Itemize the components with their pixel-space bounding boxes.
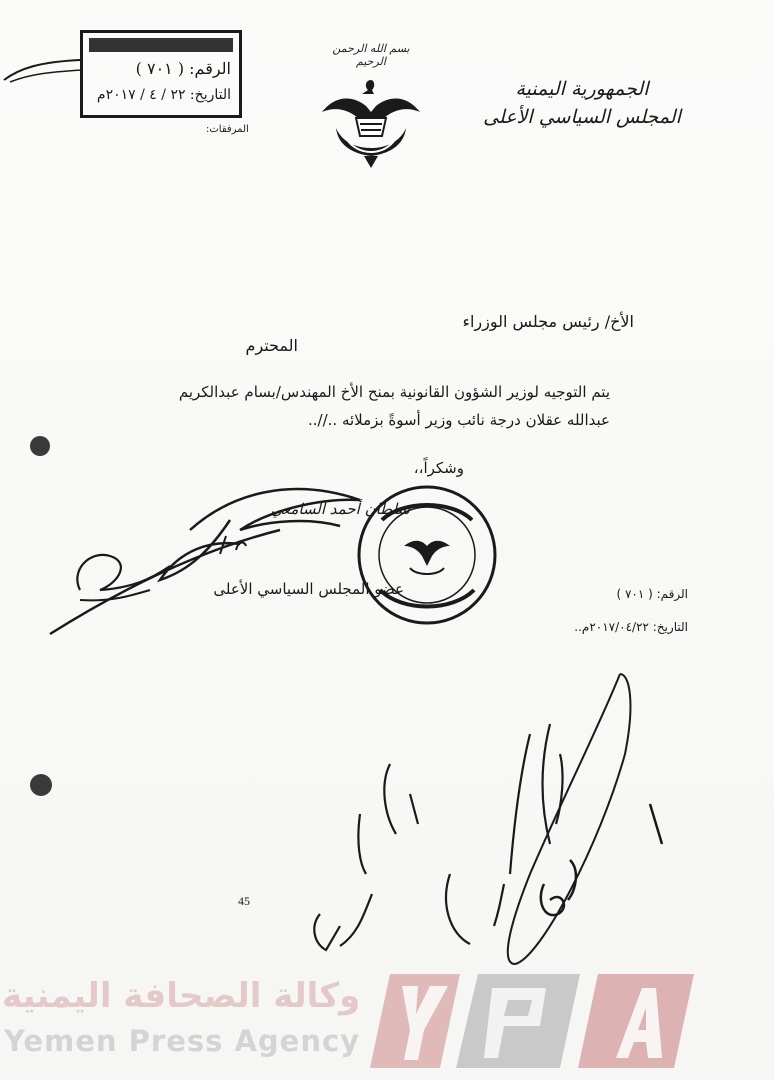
addressee: الأخ/ رئيس مجلس الوزراء <box>462 312 634 331</box>
respectful-title: المحترم <box>245 336 298 355</box>
binder-hole-top <box>30 436 50 456</box>
letterhead-center <box>316 42 426 176</box>
stamp-number: الرقم: ( ٧٠١ ) <box>135 59 231 78</box>
stamp-date: التاريخ: ٢٢ / ٤ / ٢٠١٧م <box>96 87 231 103</box>
council-name: المجلس السياسي الأعلى <box>483 106 681 128</box>
watermark-arabic: وكالة الصحافة اليمنية <box>2 976 361 1016</box>
handwritten-annotation <box>300 664 680 994</box>
binder-hole-bottom <box>30 774 52 796</box>
stamp-header-bar <box>89 38 233 52</box>
watermark-english: Yemen Press Agency <box>4 1024 361 1058</box>
signer-name: سلطان أحمد السامعي <box>270 500 410 518</box>
reference-date: التاريخ: ٢٠١٧/٠٤/٢٢م.. <box>574 620 688 634</box>
letter-body: يتم التوجيه لوزير الشؤون القانونية بمنح الأخ المهندس/بسام عبدالكريم عبدالله عقلان درجة نائب وزير أسوةً بزملائه ..//.. <box>178 383 610 429</box>
page-number: 45 <box>238 894 250 908</box>
ypa-logo-icon <box>360 968 696 1072</box>
country-name: الجمهورية اليمنية <box>515 78 649 100</box>
eagle-emblem-icon <box>316 72 426 172</box>
reference-number: الرقم: ( ٧٠١ ) <box>616 587 688 601</box>
thanks-line: وشكراً،، <box>413 459 464 477</box>
reference-stamp <box>80 30 242 118</box>
official-round-seal <box>352 480 502 630</box>
handwritten-signature <box>40 470 380 640</box>
pen-stroke-icon <box>0 56 84 86</box>
basmala: بسم الله الرحمن الرحيم <box>332 42 410 68</box>
letterhead-right <box>482 78 682 128</box>
attachments-label: المرفقات: <box>206 124 249 135</box>
signer-title: عضو المجلس السياسي الأعلى <box>213 580 404 598</box>
